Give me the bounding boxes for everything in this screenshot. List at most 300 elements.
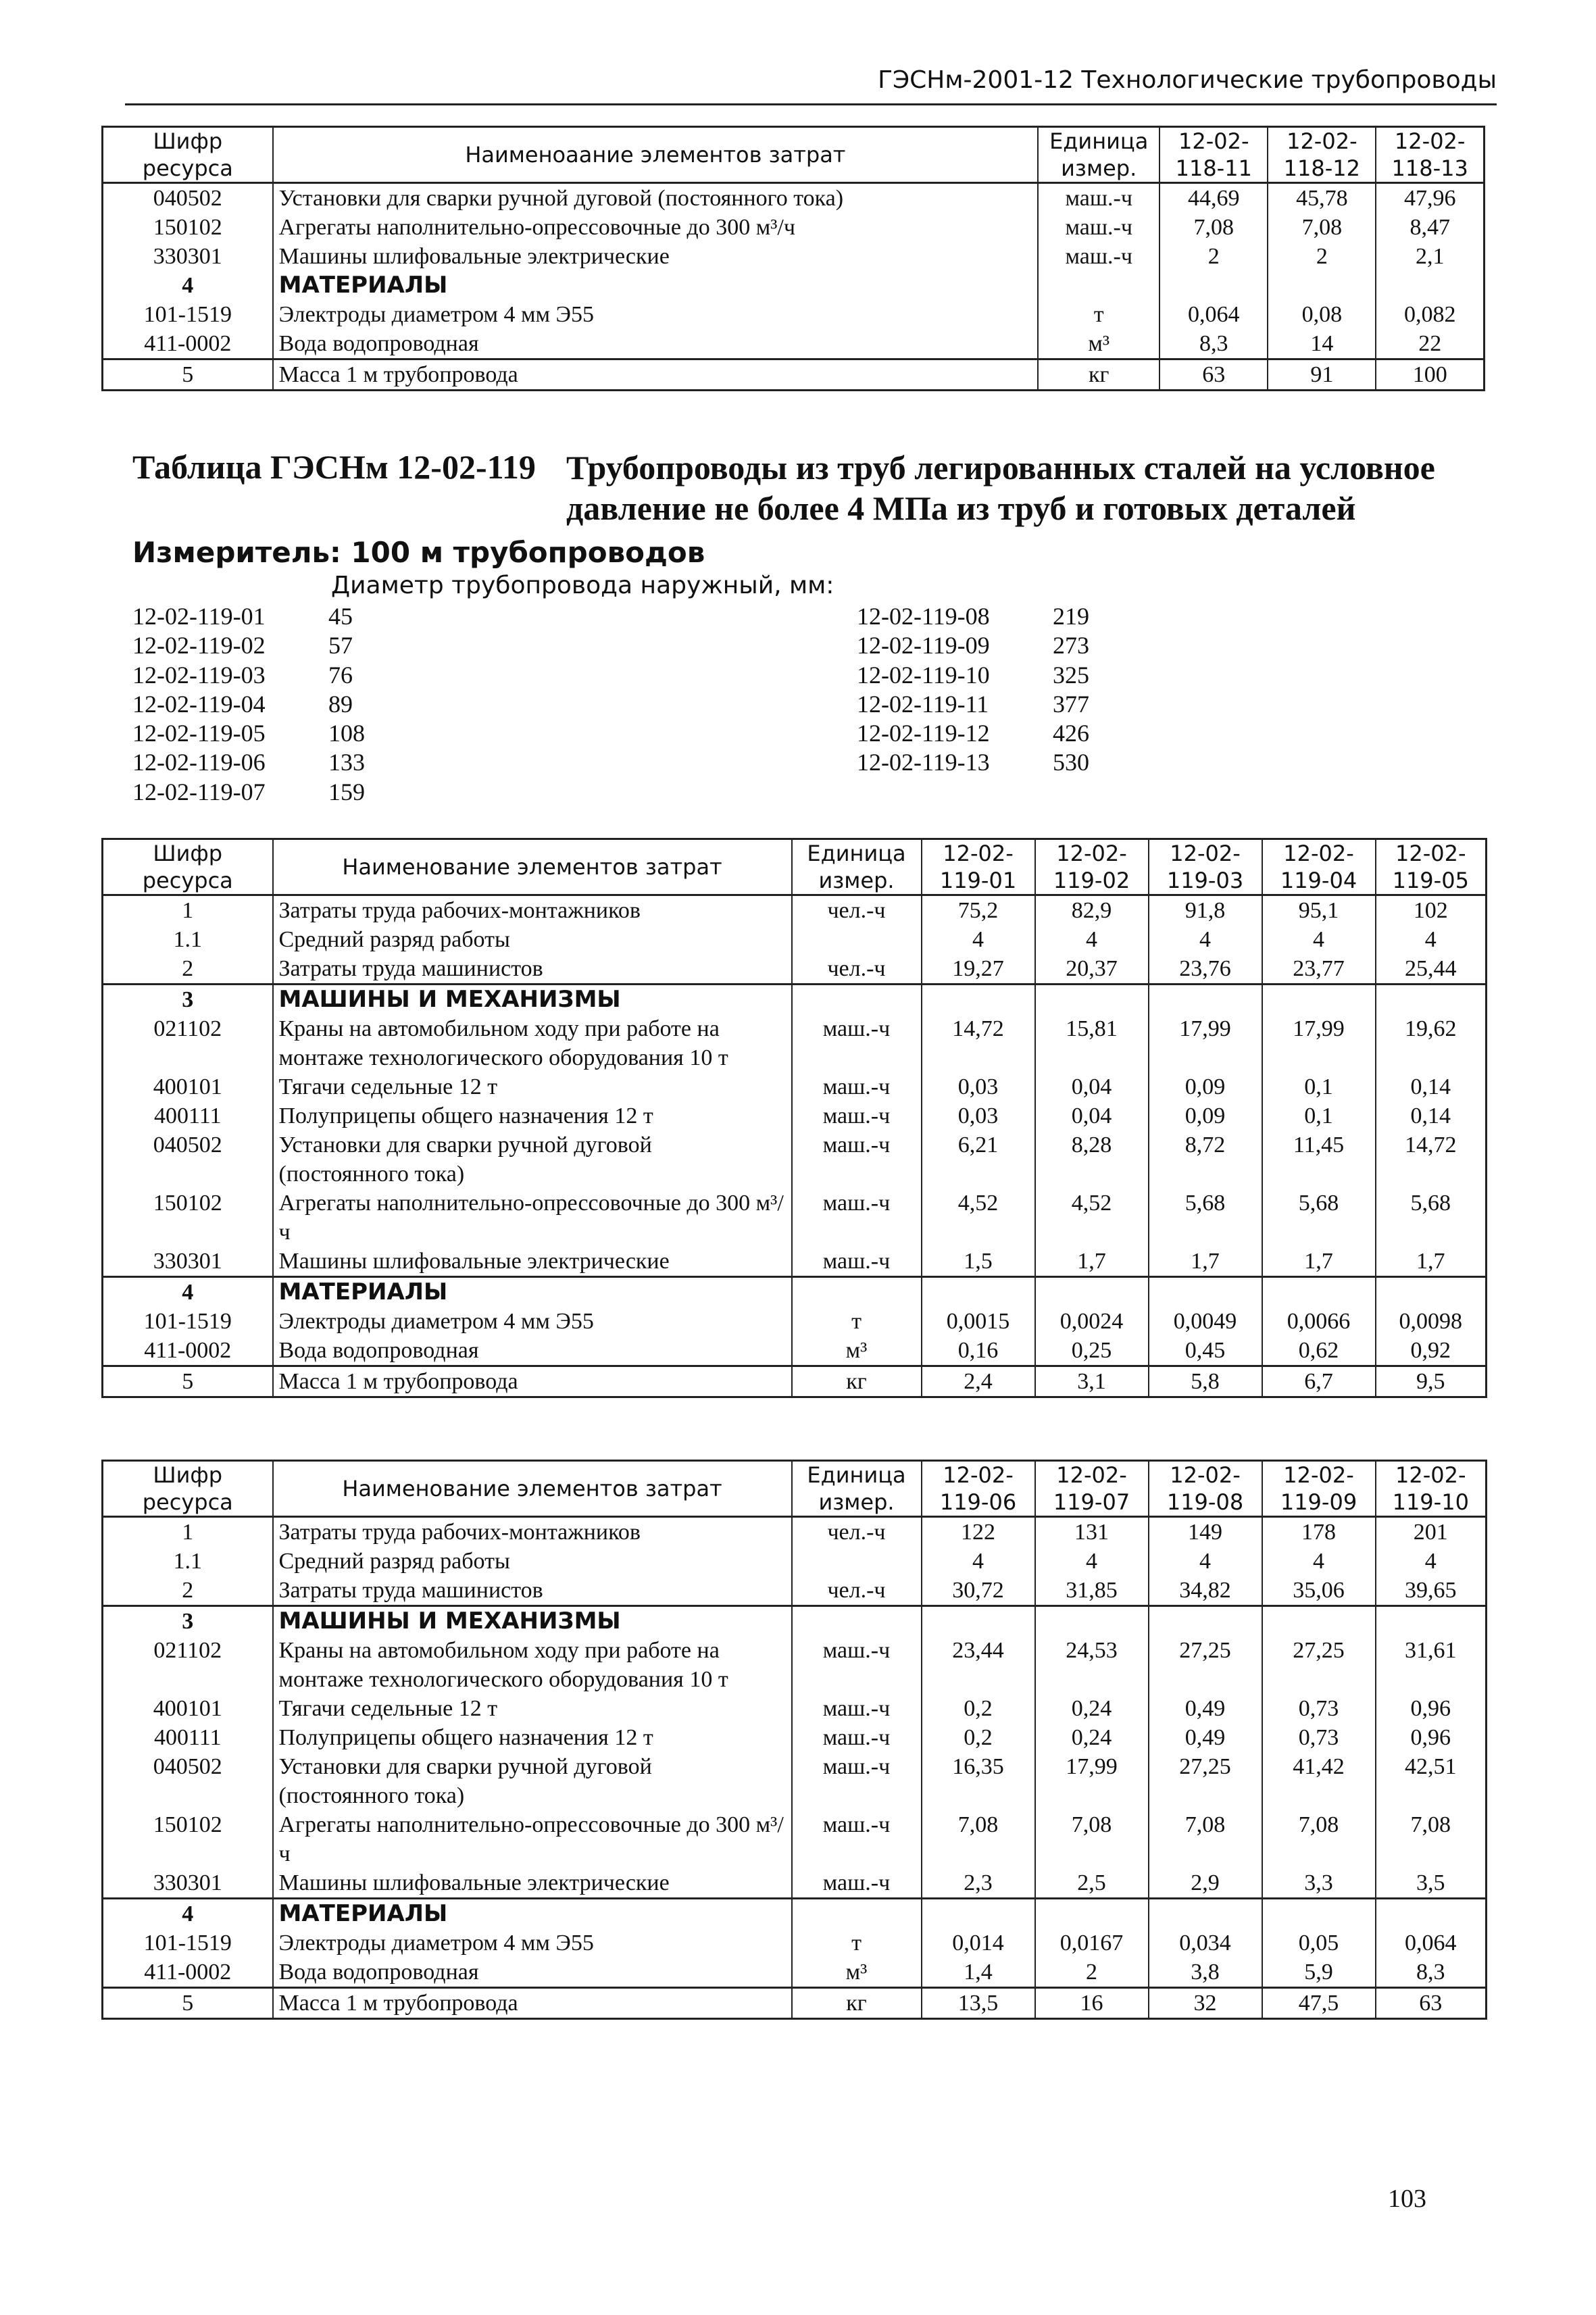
value-cell: 7,08 — [1376, 1810, 1487, 1868]
value-cell: 30,72 — [922, 1576, 1035, 1606]
diameter-label: Диаметр трубопровода наружный, мм: — [331, 572, 834, 599]
value-cell: 3,3 — [1262, 1868, 1376, 1899]
resource-code-cell: 040502 — [103, 183, 273, 214]
unit-cell: т — [1038, 300, 1159, 329]
diameter-code: 12-02-119-02 — [132, 632, 266, 659]
resource-name-cell: Средний разряд работы — [273, 1547, 792, 1576]
resource-name-cell: Затраты труда машинистов — [273, 1576, 792, 1606]
resource-code-cell: 1 — [103, 1517, 273, 1547]
resource-code-cell: 101-1519 — [103, 1307, 273, 1336]
resource-code-cell: 4 — [103, 1899, 273, 1929]
value-cell: 4 — [922, 1547, 1035, 1576]
resource-name-cell: Затраты труда машинистов — [273, 954, 792, 985]
value-cell: 0,25 — [1035, 1336, 1149, 1366]
value-cell: 15,81 — [1035, 1014, 1149, 1072]
diameter-code: 12-02-119-01 — [132, 603, 266, 630]
column-header: Единица измер. — [792, 839, 922, 895]
unit-cell — [1038, 271, 1159, 300]
diameter-value: 108 — [328, 720, 365, 747]
value-cell: 25,44 — [1376, 954, 1487, 985]
value-cell: 31,85 — [1035, 1576, 1149, 1606]
unit-cell: кг — [792, 1988, 922, 2019]
resource-code-cell: 411-0002 — [103, 1958, 273, 1988]
value-cell: 19,27 — [922, 954, 1035, 985]
cost-table-118 — [101, 126, 1485, 391]
value-cell: 82,9 — [1035, 895, 1149, 926]
value-cell: 5,68 — [1149, 1189, 1262, 1247]
diameter-value: 89 — [328, 690, 353, 718]
resource-code-cell: 150102 — [103, 1189, 273, 1247]
resource-code-cell: 400111 — [103, 1101, 273, 1130]
value-cell: 14,72 — [1376, 1130, 1487, 1189]
diameter-row — [857, 719, 1089, 748]
table-row — [103, 1694, 1487, 1723]
table-row — [103, 1988, 1487, 2019]
value-cell: 7,08 — [1035, 1810, 1149, 1868]
value-cell: 0,014 — [922, 1928, 1035, 1958]
resource-name-cell: Машины шлифовальные электрические — [273, 242, 1039, 271]
resource-name-cell: МАТЕРИАЛЫ — [273, 271, 1039, 300]
value-cell: 3,8 — [1149, 1958, 1262, 1988]
table-row — [103, 1247, 1487, 1277]
value-cell: 2,5 — [1035, 1868, 1149, 1899]
resource-name-cell: Электроды диаметром 4 мм Э55 — [273, 1307, 792, 1336]
value-cell — [1149, 1606, 1262, 1637]
meter-line: Измеритель: 100 м трубопроводов — [132, 536, 705, 569]
value-cell: 0,24 — [1035, 1694, 1149, 1723]
column-header: Шифр ресурса — [103, 839, 273, 895]
table-row — [103, 1189, 1487, 1247]
value-cell: 8,28 — [1035, 1130, 1149, 1189]
resource-name-cell: Электроды диаметром 4 мм Э55 — [273, 1928, 792, 1958]
value-cell: 2 — [1159, 242, 1268, 271]
table-row — [103, 271, 1485, 300]
resource-name-cell: Вода водопроводная — [273, 1336, 792, 1366]
value-cell: 95,1 — [1262, 895, 1376, 926]
value-cell: 4 — [1035, 1547, 1149, 1576]
unit-cell — [792, 1899, 922, 1929]
resource-name-cell: МАТЕРИАЛЫ — [273, 1899, 792, 1929]
value-cell: 63 — [1376, 1988, 1487, 2019]
resource-name-cell: Краны на автомобильном ходу при работе на монтаже технологического оборудования 10 т — [273, 1014, 792, 1072]
value-cell: 0,49 — [1149, 1694, 1262, 1723]
resource-code-cell: 101-1519 — [103, 1928, 273, 1958]
column-header: 12-02-119-07 — [1035, 1461, 1149, 1517]
diameter-row — [857, 748, 1089, 777]
value-cell: 63 — [1159, 359, 1268, 391]
resource-code-cell: 3 — [103, 985, 273, 1015]
value-cell — [1262, 985, 1376, 1015]
column-header: 12-02-119-08 — [1149, 1461, 1262, 1517]
diameter-value: 159 — [328, 778, 365, 805]
resource-code-cell: 5 — [103, 1988, 273, 2019]
table-header-row — [103, 1461, 1487, 1517]
value-cell: 1,5 — [922, 1247, 1035, 1277]
unit-cell — [792, 1547, 922, 1576]
value-cell: 102 — [1376, 895, 1487, 926]
resource-name-cell: МАШИНЫ И МЕХАНИЗМЫ — [273, 1606, 792, 1637]
resource-code-cell: 3 — [103, 1606, 273, 1637]
unit-cell: м³ — [792, 1958, 922, 1988]
value-cell: 4 — [1262, 1547, 1376, 1576]
value-cell: 39,65 — [1376, 1576, 1487, 1606]
value-cell: 17,99 — [1262, 1014, 1376, 1072]
value-cell: 35,06 — [1262, 1576, 1376, 1606]
value-cell: 4 — [1149, 925, 1262, 954]
unit-cell: чел.-ч — [792, 895, 922, 926]
value-cell: 0,1 — [1262, 1072, 1376, 1101]
unit-cell: маш.-ч — [792, 1810, 922, 1868]
diameter-value: 57 — [328, 632, 353, 659]
table-row — [103, 213, 1485, 242]
resource-code-cell: 330301 — [103, 242, 273, 271]
value-cell: 0,03 — [922, 1072, 1035, 1101]
value-cell: 0,92 — [1376, 1336, 1487, 1366]
value-cell: 0,2 — [922, 1694, 1035, 1723]
table-row — [103, 329, 1485, 359]
value-cell: 0,08 — [1268, 300, 1376, 329]
value-cell: 0,14 — [1376, 1072, 1487, 1101]
value-cell — [1268, 271, 1376, 300]
value-cell — [1376, 1606, 1487, 1637]
unit-cell: кг — [1038, 359, 1159, 391]
unit-cell: маш.-ч — [792, 1636, 922, 1694]
value-cell: 11,45 — [1262, 1130, 1376, 1189]
table-row — [103, 1868, 1487, 1899]
cost-table-119-01-05 — [101, 838, 1487, 1398]
value-cell — [1159, 271, 1268, 300]
table-row — [103, 1277, 1487, 1308]
column-header: 12-02-119-02 — [1035, 839, 1149, 895]
value-cell: 27,25 — [1149, 1636, 1262, 1694]
unit-cell: маш.-ч — [792, 1101, 922, 1130]
value-cell: 27,25 — [1262, 1636, 1376, 1694]
value-cell: 5,8 — [1149, 1366, 1262, 1397]
value-cell: 0,0024 — [1035, 1307, 1149, 1336]
value-cell: 122 — [922, 1517, 1035, 1547]
value-cell: 4,52 — [922, 1189, 1035, 1247]
column-header: 12-02-118-13 — [1376, 127, 1484, 183]
table-row — [103, 1928, 1487, 1958]
diameter-value: 219 — [1053, 603, 1089, 630]
value-cell — [1035, 1899, 1149, 1929]
resource-code-cell: 021102 — [103, 1014, 273, 1072]
value-cell: 7,08 — [922, 1810, 1035, 1868]
table-row — [103, 1723, 1487, 1752]
unit-cell: кг — [792, 1366, 922, 1397]
resource-name-cell: Масса 1 м трубопровода — [273, 359, 1039, 391]
value-cell: 0,04 — [1035, 1101, 1149, 1130]
table-row — [103, 1752, 1487, 1810]
value-cell — [1376, 985, 1487, 1015]
value-cell: 0,1 — [1262, 1101, 1376, 1130]
resource-code-cell: 2 — [103, 954, 273, 985]
value-cell: 0,45 — [1149, 1336, 1262, 1366]
resource-code-cell: 040502 — [103, 1130, 273, 1189]
column-header: 12-02-118-11 — [1159, 127, 1268, 183]
unit-cell: маш.-ч — [1038, 183, 1159, 214]
diameter-value: 377 — [1053, 690, 1089, 718]
table-row — [103, 1336, 1487, 1366]
value-cell — [1376, 271, 1484, 300]
value-cell: 7,08 — [1262, 1810, 1376, 1868]
unit-cell: т — [792, 1307, 922, 1336]
table-row — [103, 1072, 1487, 1101]
resource-code-cell: 411-0002 — [103, 329, 273, 359]
resource-code-cell: 330301 — [103, 1247, 273, 1277]
resource-name-cell: Машины шлифовальные электрические — [273, 1247, 792, 1277]
value-cell: 32 — [1149, 1988, 1262, 2019]
value-cell: 0,05 — [1262, 1928, 1376, 1958]
value-cell: 0,0015 — [922, 1307, 1035, 1336]
table-row — [103, 1958, 1487, 1988]
column-header: 12-02-119-10 — [1376, 1461, 1487, 1517]
value-cell — [922, 1899, 1035, 1929]
value-cell: 0,09 — [1149, 1072, 1262, 1101]
value-cell — [1262, 1899, 1376, 1929]
resource-name-cell: Затраты труда рабочих-монтажников — [273, 895, 792, 926]
value-cell: 23,44 — [922, 1636, 1035, 1694]
cost-table-119-06-10 — [101, 1460, 1487, 2020]
value-cell: 0,73 — [1262, 1694, 1376, 1723]
table-row — [103, 1899, 1487, 1929]
column-header: 12-02-119-06 — [922, 1461, 1035, 1517]
value-cell: 41,42 — [1262, 1752, 1376, 1810]
value-cell: 47,5 — [1262, 1988, 1376, 2019]
unit-cell: маш.-ч — [792, 1868, 922, 1899]
value-cell: 2,9 — [1149, 1868, 1262, 1899]
value-cell: 0,14 — [1376, 1101, 1487, 1130]
diameter-row — [857, 661, 1089, 690]
value-cell: 4 — [1149, 1547, 1262, 1576]
value-cell — [1262, 1277, 1376, 1308]
resource-name-cell: Вода водопроводная — [273, 329, 1039, 359]
resource-name-cell: Установки для сварки ручной дуговой (постоянного тока) — [273, 1130, 792, 1189]
value-cell: 7,08 — [1159, 213, 1268, 242]
diameter-code: 12-02-119-08 — [857, 603, 990, 630]
value-cell: 8,47 — [1376, 213, 1484, 242]
column-header: Наименование элементов затрат — [273, 1461, 792, 1517]
value-cell — [1035, 1606, 1149, 1637]
diameter-code: 12-02-119-10 — [857, 661, 990, 689]
diameter-row — [132, 690, 365, 719]
resource-code-cell: 400101 — [103, 1694, 273, 1723]
value-cell: 0,03 — [922, 1101, 1035, 1130]
value-cell: 0,16 — [922, 1336, 1035, 1366]
resource-code-cell: 150102 — [103, 1810, 273, 1868]
diameter-code: 12-02-119-05 — [132, 720, 266, 747]
resource-name-cell: МАТЕРИАЛЫ — [273, 1277, 792, 1308]
unit-cell: маш.-ч — [1038, 242, 1159, 271]
value-cell: 91,8 — [1149, 895, 1262, 926]
value-cell: 0,73 — [1262, 1723, 1376, 1752]
table-title-text: Трубопроводы из труб легированных сталей на условное давление не более 4 МПа из труб и готовых деталей — [566, 449, 1435, 527]
resource-name-cell: МАШИНЫ И МЕХАНИЗМЫ — [273, 985, 792, 1015]
table-title-label: Таблица ГЭСНм 12-02-119 — [132, 448, 536, 486]
resource-name-cell: Полуприцепы общего назначения 12 т — [273, 1723, 792, 1752]
diameter-row — [132, 602, 365, 631]
value-cell: 0,0049 — [1149, 1307, 1262, 1336]
value-cell: 4 — [922, 925, 1035, 954]
value-cell: 23,76 — [1149, 954, 1262, 985]
value-cell: 20,37 — [1035, 954, 1149, 985]
table-row — [103, 1810, 1487, 1868]
value-cell: 0,24 — [1035, 1723, 1149, 1752]
column-header: 12-02-119-03 — [1149, 839, 1262, 895]
diameter-value: 273 — [1053, 632, 1089, 659]
value-cell — [1149, 1277, 1262, 1308]
diameter-code: 12-02-119-03 — [132, 661, 266, 689]
diameter-code: 12-02-119-07 — [132, 778, 266, 805]
value-cell — [1376, 1277, 1487, 1308]
value-cell: 4 — [1262, 925, 1376, 954]
resource-name-cell: Масса 1 м трубопровода — [273, 1366, 792, 1397]
value-cell: 91 — [1268, 359, 1376, 391]
resource-name-cell: Агрегаты наполнительно-опрессовочные до 300 м³/ч — [273, 213, 1039, 242]
diameter-code: 12-02-119-12 — [857, 720, 990, 747]
table-header-row — [103, 839, 1487, 895]
value-cell — [1035, 985, 1149, 1015]
value-cell: 1,7 — [1149, 1247, 1262, 1277]
unit-cell: маш.-ч — [792, 1130, 922, 1189]
value-cell: 23,77 — [1262, 954, 1376, 985]
table-row — [103, 1576, 1487, 1606]
unit-cell: маш.-ч — [792, 1072, 922, 1101]
column-header: Единица измер. — [1038, 127, 1159, 183]
diameter-row — [857, 690, 1089, 719]
resource-code-cell: 150102 — [103, 213, 273, 242]
value-cell: 6,21 — [922, 1130, 1035, 1189]
diameter-code: 12-02-119-06 — [132, 749, 266, 776]
value-cell: 0,62 — [1262, 1336, 1376, 1366]
value-cell: 17,99 — [1035, 1752, 1149, 1810]
table-row — [103, 1606, 1487, 1637]
value-cell: 19,62 — [1376, 1014, 1487, 1072]
value-cell — [922, 1606, 1035, 1637]
value-cell: 14,72 — [922, 1014, 1035, 1072]
diameter-row — [857, 602, 1089, 631]
value-cell: 0,0167 — [1035, 1928, 1149, 1958]
value-cell: 45,78 — [1268, 183, 1376, 214]
value-cell — [1376, 1899, 1487, 1929]
diameter-value: 426 — [1053, 720, 1089, 747]
value-cell — [922, 985, 1035, 1015]
value-cell: 8,72 — [1149, 1130, 1262, 1189]
value-cell: 0,2 — [922, 1723, 1035, 1752]
resource-code-cell: 4 — [103, 1277, 273, 1308]
value-cell: 4 — [1376, 1547, 1487, 1576]
unit-cell — [792, 1277, 922, 1308]
resource-name-cell: Краны на автомобильном ходу при работе на монтаже технологического оборудования 10 т — [273, 1636, 792, 1694]
value-cell: 1,7 — [1376, 1247, 1487, 1277]
column-header: Шифр ресурса — [103, 1461, 273, 1517]
value-cell: 9,5 — [1376, 1366, 1487, 1397]
diameter-row — [132, 778, 365, 807]
table-row — [103, 1101, 1487, 1130]
column-header: Шифр ресурса — [103, 127, 273, 183]
value-cell: 2 — [1268, 242, 1376, 271]
value-cell: 4 — [1035, 925, 1149, 954]
value-cell: 22 — [1376, 329, 1484, 359]
resource-name-cell: Масса 1 м трубопровода — [273, 1988, 792, 2019]
resource-code-cell: 330301 — [103, 1868, 273, 1899]
diameter-value: 76 — [328, 661, 353, 689]
resource-code-cell: 1.1 — [103, 925, 273, 954]
value-cell: 4 — [1376, 925, 1487, 954]
unit-cell — [792, 985, 922, 1015]
diameter-value: 325 — [1053, 661, 1089, 689]
value-cell: 16,35 — [922, 1752, 1035, 1810]
resource-code-cell: 1.1 — [103, 1547, 273, 1576]
value-cell: 24,53 — [1035, 1636, 1149, 1694]
value-cell: 44,69 — [1159, 183, 1268, 214]
diameter-value: 530 — [1053, 749, 1089, 776]
unit-cell: чел.-ч — [792, 1576, 922, 1606]
value-cell: 178 — [1262, 1517, 1376, 1547]
value-cell: 7,08 — [1268, 213, 1376, 242]
table-row — [103, 985, 1487, 1015]
resource-name-cell: Полуприцепы общего назначения 12 т — [273, 1101, 792, 1130]
table-row — [103, 1014, 1487, 1072]
value-cell: 7,08 — [1149, 1810, 1262, 1868]
table-row — [103, 954, 1487, 985]
value-cell: 27,25 — [1149, 1752, 1262, 1810]
value-cell: 0,96 — [1376, 1694, 1487, 1723]
column-header: Наименоаание элементов затрат — [273, 127, 1039, 183]
value-cell: 131 — [1035, 1517, 1149, 1547]
diameter-value: 45 — [328, 603, 353, 630]
resource-name-cell: Вода водопроводная — [273, 1958, 792, 1988]
table-row — [103, 895, 1487, 926]
value-cell: 14 — [1268, 329, 1376, 359]
unit-cell — [792, 1606, 922, 1637]
diameter-value: 133 — [328, 749, 365, 776]
table-row — [103, 1547, 1487, 1576]
value-cell: 0,09 — [1149, 1101, 1262, 1130]
column-header: 12-02-119-04 — [1262, 839, 1376, 895]
value-cell: 3,5 — [1376, 1868, 1487, 1899]
diameter-code: 12-02-119-09 — [857, 632, 990, 659]
unit-cell: маш.-ч — [1038, 213, 1159, 242]
value-cell: 5,9 — [1262, 1958, 1376, 1988]
column-header: Единица измер. — [792, 1461, 922, 1517]
resource-code-cell: 1 — [103, 895, 273, 926]
value-cell: 75,2 — [922, 895, 1035, 926]
diameter-code: 12-02-119-13 — [857, 749, 990, 776]
resource-code-cell: 021102 — [103, 1636, 273, 1694]
value-cell: 8,3 — [1159, 329, 1268, 359]
value-cell: 4,52 — [1035, 1189, 1149, 1247]
unit-cell: чел.-ч — [792, 954, 922, 985]
column-header: 12-02-119-05 — [1376, 839, 1487, 895]
unit-cell: маш.-ч — [792, 1694, 922, 1723]
table-row — [103, 1366, 1487, 1397]
table-row — [103, 359, 1485, 391]
value-cell: 100 — [1376, 359, 1484, 391]
value-cell: 0,064 — [1376, 1928, 1487, 1958]
value-cell: 0,064 — [1159, 300, 1268, 329]
value-cell: 47,96 — [1376, 183, 1484, 214]
resource-code-cell: 101-1519 — [103, 300, 273, 329]
table-row — [103, 1130, 1487, 1189]
value-cell: 0,082 — [1376, 300, 1484, 329]
unit-cell: т — [792, 1928, 922, 1958]
table-row — [103, 1636, 1487, 1694]
diameter-code: 12-02-119-11 — [857, 690, 989, 718]
value-cell — [1149, 1899, 1262, 1929]
value-cell: 8,3 — [1376, 1958, 1487, 1988]
unit-cell: маш.-ч — [792, 1189, 922, 1247]
